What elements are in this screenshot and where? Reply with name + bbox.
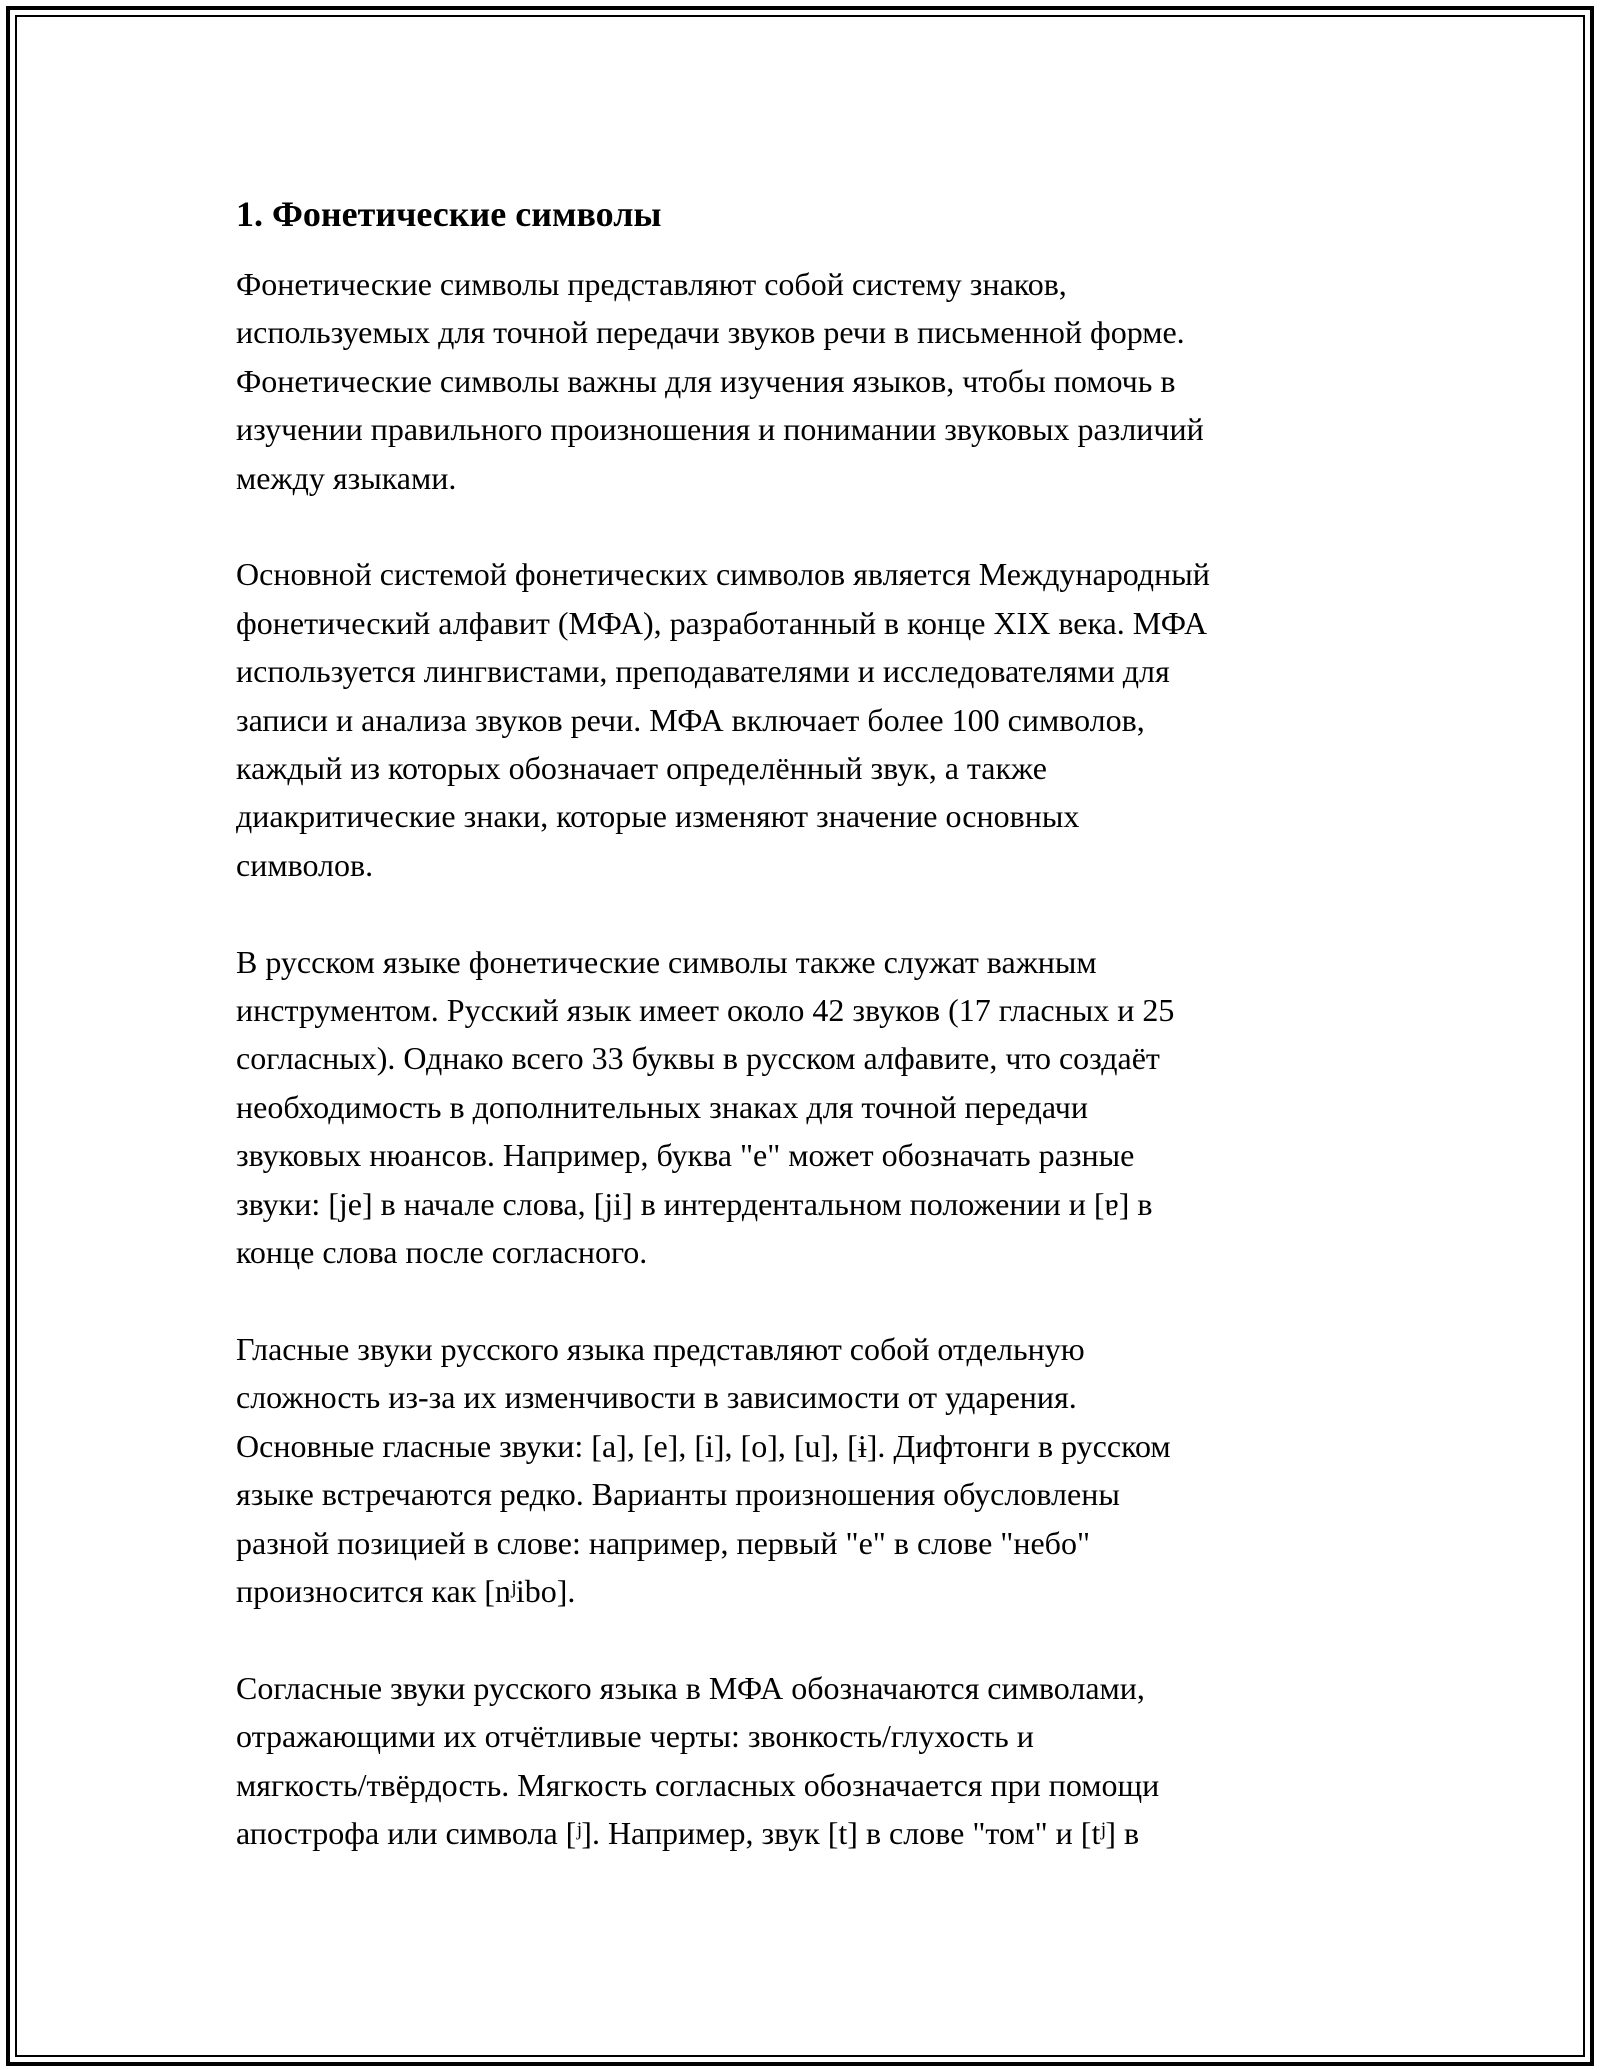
- text-line: Основной системой фонетических символов является Международный: [236, 556, 1210, 593]
- text-line: каждый из которых обозначает определённый звук, а также: [236, 750, 1047, 787]
- paragraph-intro: [236, 260, 1376, 502]
- text-line: конце слова после согласного.: [236, 1234, 648, 1271]
- text-line: изучении правильного произношения и понимании звуковых различий: [236, 411, 1204, 448]
- text-line: диакритические знаки, которые изменяют значение основных: [236, 798, 1080, 835]
- document-body: [236, 190, 1376, 1906]
- text-line: используется лингвистами, преподавателями и исследователями для: [236, 653, 1170, 690]
- text-line: В русском языке фонетические символы также служат важным: [236, 943, 1097, 980]
- text-line: звуки: [je] в начале слова, [ji] в интердентальном положении и [ɐ] в: [236, 1185, 1153, 1222]
- text-line: необходимость в дополнительных знаках для точной передачи: [236, 1088, 1088, 1125]
- text-line: между языками.: [236, 459, 457, 496]
- text-line: инструментом. Русский язык имеет около 42 звуков (17 гласных и 25: [236, 992, 1175, 1029]
- text-line: записи и анализа звуков речи. МФА включает более 100 символов,: [236, 701, 1145, 738]
- text-line: согласных). Однако всего 33 буквы в русском алфавите, что создаёт: [236, 1040, 1160, 1077]
- text-line: отражающими их отчётливые черты: звонкость/глухость и: [236, 1718, 1034, 1755]
- text-line: звуковых нюансов. Например, буква "е" может обозначать разные: [236, 1137, 1135, 1174]
- text-line: Согласные звуки русского языка в МФА обозначаются символами,: [236, 1669, 1145, 1706]
- text-line: апострофа или символа [ʲ]. Например, звук [t] в слове "том" и [tʲ] в: [236, 1814, 1140, 1851]
- text-line: используемых для точной передачи звуков речи в письменной форме.: [236, 314, 1185, 351]
- text-line: фонетический алфавит (МФА), разработанный в конце XIX века. МФА: [236, 604, 1208, 641]
- text-line: произносится как [nʲibo].: [236, 1572, 576, 1609]
- paragraph-ipa: [236, 550, 1376, 889]
- text-line: мягкость/твёрдость. Мягкость согласных обозначается при помощи: [236, 1766, 1160, 1803]
- text-line: сложность из-за их изменчивости в зависимости от ударения.: [236, 1379, 1077, 1416]
- text-line: Фонетические символы представляют собой систему знаков,: [236, 266, 1067, 302]
- text-line: языке встречаются редко. Варианты произношения обусловлены: [236, 1476, 1120, 1513]
- text-line: Основные гласные звуки: [a], [e], [i], [o], [u], [ɨ]. Дифтонги в русском: [236, 1427, 1171, 1464]
- text-line: разной позицией в слове: например, первый "е" в слове "небо": [236, 1524, 1090, 1561]
- text-line: Гласные звуки русского языка представляют собой отдельную: [236, 1330, 1085, 1367]
- section-heading: 1. Фонетические символы: [236, 194, 662, 234]
- text-line: символов.: [236, 846, 374, 883]
- paragraph-vowels: [236, 1325, 1376, 1615]
- text-line: Фонетические символы важны для изучения языков, чтобы помочь в: [236, 362, 1176, 399]
- paragraph-consonants: [236, 1664, 1376, 1858]
- paragraph-russian: [236, 938, 1376, 1277]
